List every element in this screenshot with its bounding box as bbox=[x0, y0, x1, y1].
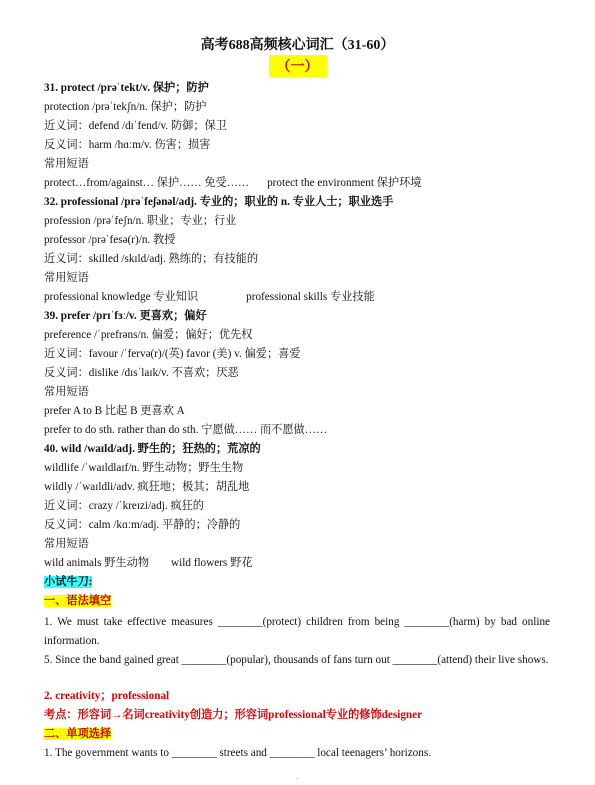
entry-heading-39: 39. prefer /prɪˈfɜː/v. 更喜欢；偏好 bbox=[44, 310, 207, 322]
section-heading-grammar: 一、语法填空 bbox=[44, 595, 112, 607]
phrase-heading: 常用短语 bbox=[44, 386, 89, 398]
entry-line: 反义词：calm /kɑːm/adj. 平静的；冷静的 bbox=[44, 519, 241, 531]
entry-line: 近义词：crazy /ˈkreɪzi/adj. 疯狂的 bbox=[44, 500, 204, 512]
page-subtitle: （一） bbox=[269, 55, 327, 77]
section-heading-choice: 二、单项选择 bbox=[44, 728, 112, 740]
entry-line: 近义词：defend /dɪˈfend/v. 防御；保卫 bbox=[44, 120, 227, 132]
phrase-line: wild animals 野生动物 wild flowers 野花 bbox=[44, 557, 253, 569]
phrase-line: prefer A to B 比起 B 更喜欢 A bbox=[44, 405, 185, 417]
entry-heading-32: 32. professional /prəˈfeʃənəl/adj. 专业的；职业的 n. 专业人士；职业选手 bbox=[44, 196, 394, 208]
entry-line: preference /ˈprefrəns/n. 偏爱；偏好；优先权 bbox=[44, 329, 253, 341]
entry-heading-40: 40. wild /waɪld/adj. 野生的；狂热的；荒凉的 bbox=[44, 443, 261, 455]
phrase-line: protect…from/against… 保护…… 免受…… protect the environment 保护环境 bbox=[44, 177, 422, 189]
page-title: 高考688高频核心词汇（31-60） bbox=[200, 38, 395, 53]
practice-heading: 小试牛刀: bbox=[44, 576, 93, 588]
choice-question-1: 1. The government wants to ________ streets and ________ local teenagers’ horizons. bbox=[44, 747, 432, 759]
question-1: 1. We must take effective measures ________(protect) children from being ________(harm) by bad online information. bbox=[44, 616, 550, 647]
entry-line: profession /prəˈfeʃn/n. 职业；专业；行业 bbox=[44, 215, 237, 227]
entry-line: 近义词：favour /ˈfervə(r)/(英) favor (美) v. 偏爱；喜爱 bbox=[44, 348, 301, 360]
page-marker: · bbox=[296, 776, 298, 783]
entry-line: professor /prəˈfesə(r)/n. 教授 bbox=[44, 234, 176, 246]
phrase-line: prefer to do sth. rather than do sth. 宁愿做…… 而不愿做…… bbox=[44, 424, 328, 436]
entry-line: wildlife /ˈwaɪldlaɪf/n. 野生动物；野生生物 bbox=[44, 462, 244, 474]
entry-heading-31: 31. protect /prəˈtekt/v. 保护；防护 bbox=[44, 82, 209, 94]
entry-line: 反义词：harm /hɑːm/v. 伤害；损害 bbox=[44, 139, 211, 151]
phrase-heading: 常用短语 bbox=[44, 538, 89, 550]
phrase-heading: 常用短语 bbox=[44, 158, 89, 170]
question-5: 5. Since the band gained great ________(popular), thousands of fans turn out ________(attend) their live shows. bbox=[44, 654, 549, 666]
phrase-line: professional knowledge 专业知识 professional skills 专业技能 bbox=[44, 291, 375, 303]
key-point-line: 考点：形容词→名词creativity创造力；形容词professional专业的修饰designer bbox=[44, 709, 423, 721]
entry-line: 反义词：dislike /dɪsˈlaɪk/v. 不喜欢；厌恶 bbox=[44, 367, 239, 379]
entry-line: 近义词：skilled /skɪld/adj. 熟练的；有技能的 bbox=[44, 253, 259, 265]
entry-line: protection /prəˈtekʃn/n. 保护；防护 bbox=[44, 101, 207, 113]
phrase-heading: 常用短语 bbox=[44, 272, 89, 284]
answer-line: 2. creativity；professional bbox=[44, 690, 170, 702]
entry-line: wildly /ˈwaɪldli/adv. 疯狂地；极其；胡乱地 bbox=[44, 481, 250, 493]
